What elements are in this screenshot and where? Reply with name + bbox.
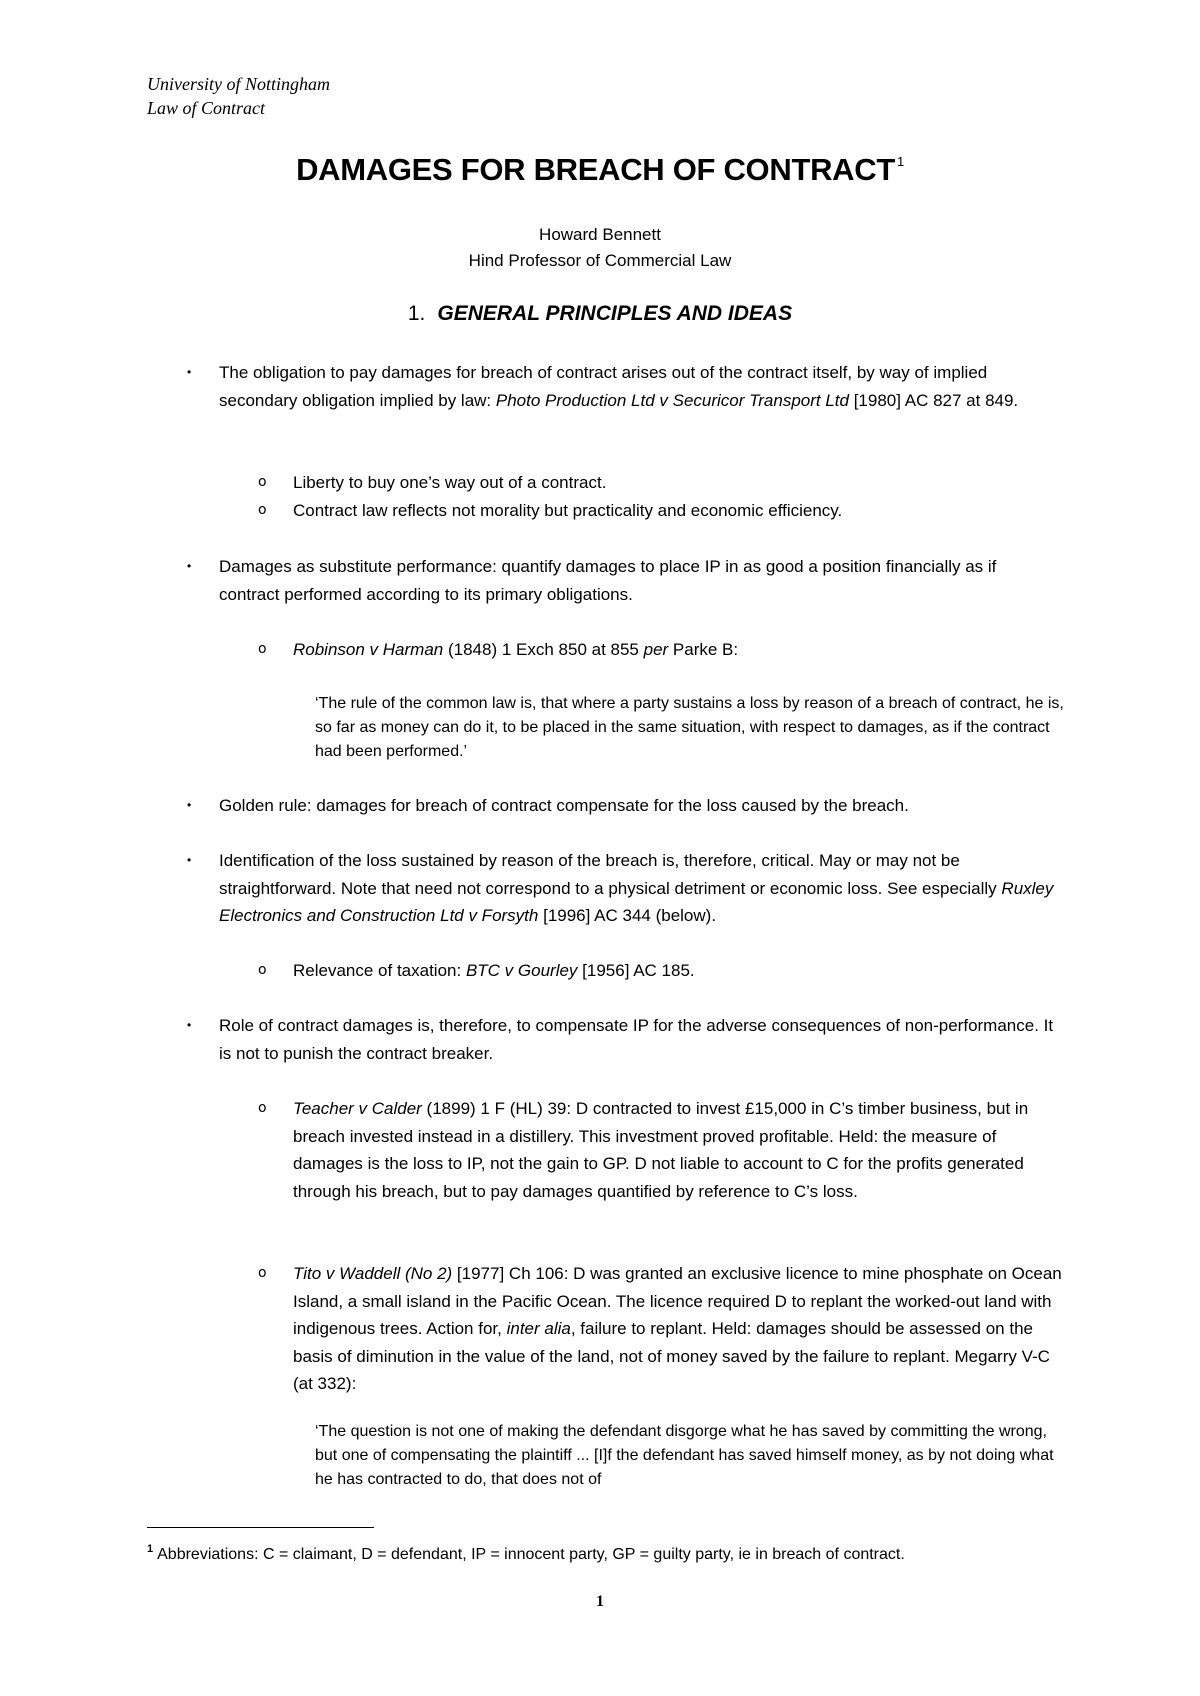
bullet-paragraph-4 — [219, 847, 1059, 930]
quotation-robinson: ‘The rule of the common law is, that where a party sustains a loss by reason of a breach of contract, he is, so far as money can do it, to be placed in the same situation, with respect to damages, as if the contract had been performed.’ — [315, 695, 1064, 760]
bullet-paragraph-1 — [219, 359, 1059, 414]
sub-bullet-icon: o — [258, 1265, 267, 1281]
citation-detail: (1848) 1 Exch 850 at 855 — [443, 640, 644, 659]
case-citation: Tito v Waddell (No 2) — [293, 1264, 453, 1283]
case-citation: Photo Production Ltd v Securicor Transport Ltd — [495, 390, 849, 410]
sub-bullet-1a: Liberty to buy one’s way out of a contract. — [293, 473, 607, 492]
bullet-4-lead: Identification of the loss sustained by reason of the breach is, therefore, critical. May or may not be straightforward. Note that need not correspond to a physical detriment or economic loss. See especially — [219, 851, 1002, 898]
sub-bullet-2a — [293, 636, 1063, 664]
sub-bullet-1b: Contract law reflects not morality but practicality and economic efficiency. — [293, 501, 843, 520]
bullet-paragraph-2: Damages as substitute performance: quantify damages to place IP in as good a position financially as if contract performed according to its primary obligations. — [219, 557, 997, 604]
sub-4-tail: [1956] AC 185. — [577, 961, 695, 980]
footnote-mark: 1 — [147, 1543, 154, 1555]
per-term: per — [643, 640, 669, 659]
case-citation: Ruxley Electronics and Construction Ltd v Forsyth — [219, 878, 1054, 925]
bullet-1-lead: The obligation to pay damages for breach of contract arises out of the contract itself, by way of implied secondary obligation implied by law: — [219, 363, 988, 410]
sub-5b-text: [1977] Ch 106: D was granted an exclusive licence to mine phosphate on Ocean Island, a small island in the Pacific Ocean. The licence required D to replant the worked-out land with indigenous trees. Action for, — [293, 1264, 1062, 1338]
section-number: 1. — [407, 302, 426, 325]
case-citation: BTC v Gourley — [465, 961, 578, 980]
latin-term: inter alia — [506, 1319, 571, 1338]
title-text: DAMAGES FOR BREACH OF CONTRACT — [296, 152, 895, 187]
title-footnote-mark: 1 — [896, 154, 904, 169]
header-course: Law of Contract — [147, 98, 266, 118]
sub-5b-tail: , failure to replant. Held: damages should be assessed on the basis of diminution in the value of the land, not of money saved by the failure to replant. Megarry V-C (at 332): — [293, 1319, 1050, 1393]
case-citation: Teacher v Calder — [293, 1099, 422, 1118]
header-institution: University of Nottingham — [147, 74, 330, 94]
footnote — [147, 1537, 905, 1567]
page-number: 1 — [596, 1593, 604, 1610]
bullet-icon: • — [187, 1018, 192, 1032]
bullet-paragraph-3: Golden rule: damages for breach of contract compensate for the loss caused by the breach. — [219, 796, 909, 815]
sub-bullet-icon: o — [258, 1100, 267, 1116]
bullet-icon: • — [187, 798, 192, 812]
bullet-1-tail: [1980] AC 827 at 849. — [848, 390, 1019, 410]
sub-4-lead: Relevance of taxation: — [293, 961, 466, 980]
author-position: Hind Professor of Commercial Law — [468, 251, 732, 270]
sub-bullet-icon: o — [258, 641, 267, 657]
case-citation: Robinson v Harman — [293, 640, 444, 659]
sub-5a-text: (1899) 1 F (HL) 39: D contracted to invest £15,000 in C’s timber business, but in breach invested instead in a distillery. This investment proved profitable. Held: the measure of damages is the loss to IP, not the gain to GP. D not liable to account to C for the profits generated through his breach, but to pay damages quantified by reference to C’s loss. — [293, 1099, 1029, 1201]
author-name: Howard Bennett — [539, 225, 661, 244]
section-title: GENERAL PRINCIPLES AND IDEAS — [437, 302, 793, 325]
citation-judge: Parke B: — [668, 640, 739, 659]
bullet-icon: • — [187, 853, 192, 867]
sub-bullet-5b — [293, 1260, 1063, 1398]
sub-bullet-4a — [293, 957, 1063, 985]
sub-bullet-icon: o — [258, 502, 267, 518]
quotation-megarry: ‘The question is not one of making the defendant disgorge what he has saved by committing the wrong, but one of compensating the plaintiff ... [I]f the defendant has saved himself money, as by not doing what he has contracted to do, that does not of — [315, 1423, 1054, 1488]
footnote-text: Abbreviations: C = claimant, D = defendant, IP = innocent party, GP = guilty party, ie in breach of contract. — [157, 1546, 905, 1563]
bullet-4-tail: [1996] AC 344 (below). — [538, 906, 717, 925]
bullet-icon: • — [187, 559, 192, 573]
sub-bullet-5a — [293, 1095, 1063, 1205]
bullet-icon: • — [187, 365, 192, 379]
bullet-paragraph-5: Role of contract damages is, therefore, to compensate IP for the adverse consequences of non-performance. It is not to punish the contract breaker. — [219, 1016, 1054, 1063]
sub-bullet-icon: o — [258, 474, 267, 490]
sub-bullet-icon: o — [258, 962, 267, 978]
footnote-separator — [147, 1527, 374, 1528]
